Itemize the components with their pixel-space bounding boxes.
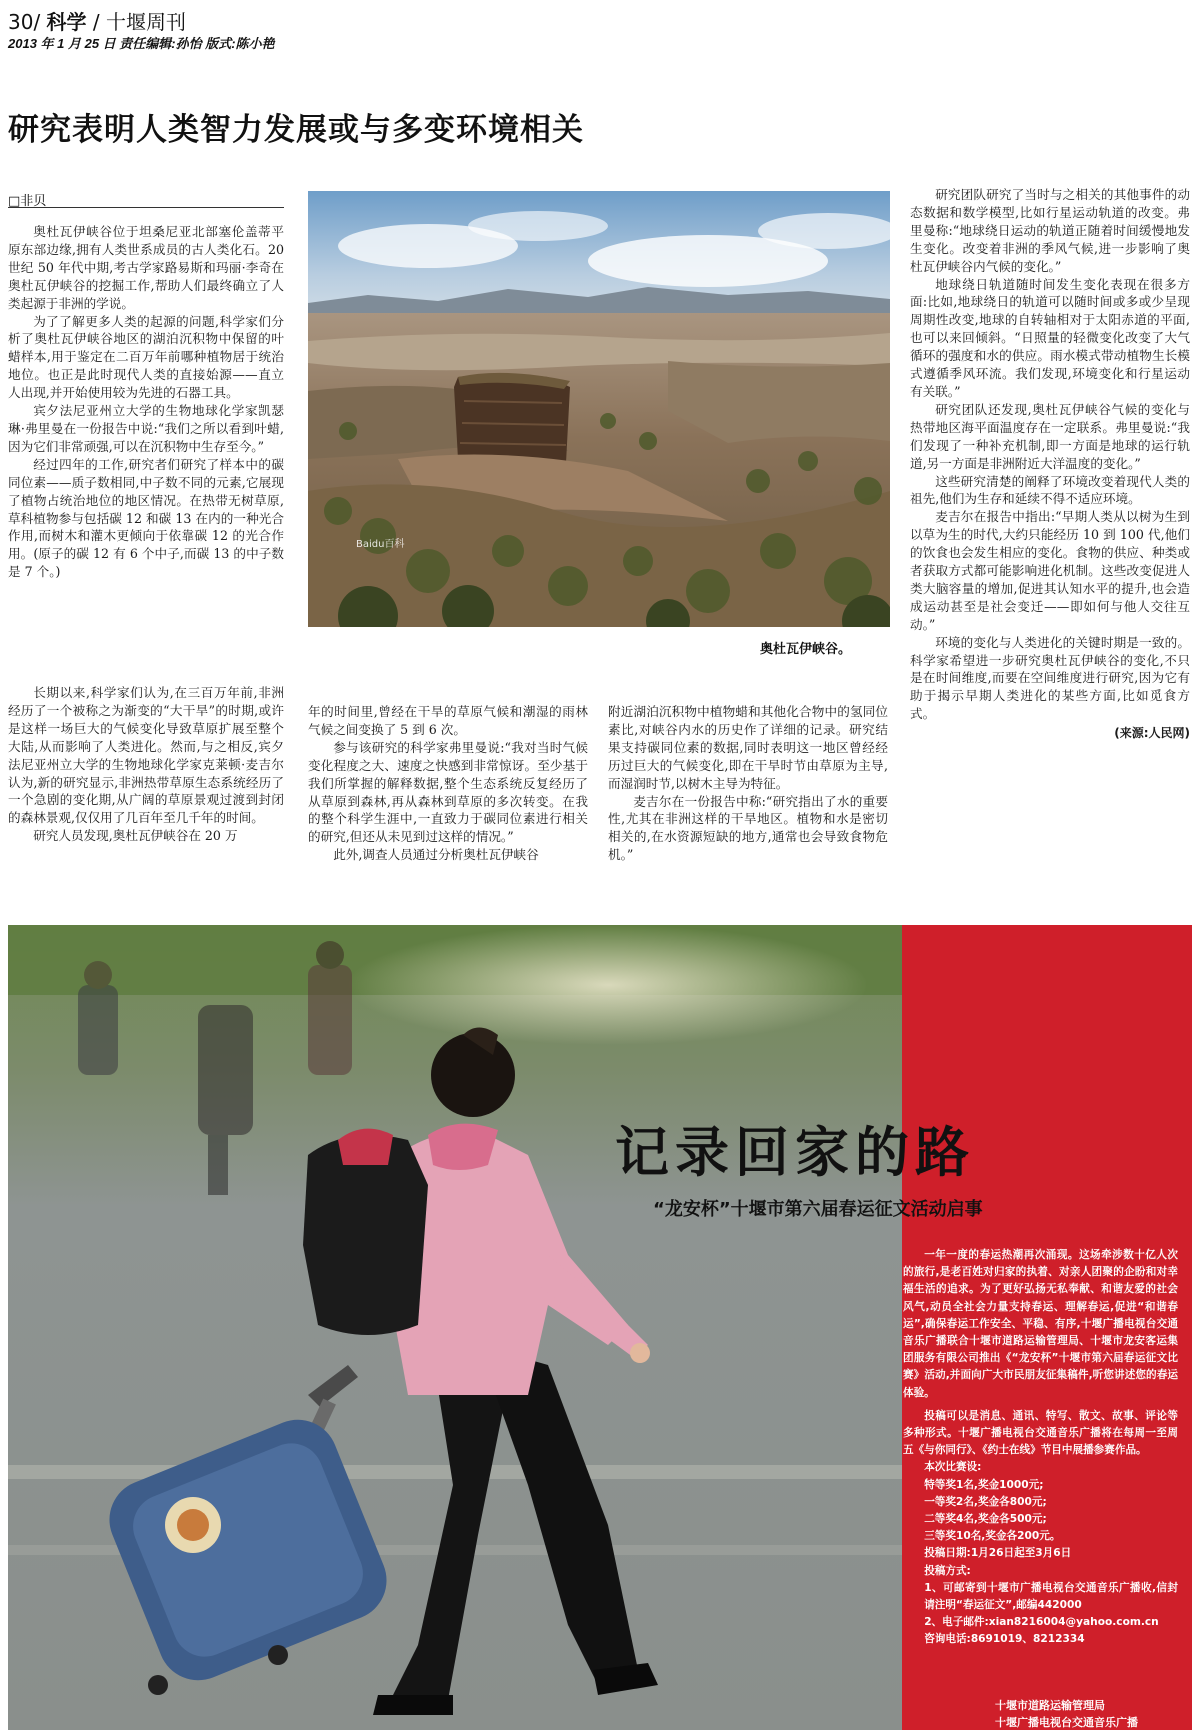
article-headline: 研究表明人类智力发展或与多变环境相关 xyxy=(8,112,584,148)
paragraph: 麦吉尔在报告中指出:“早期人类从以树为生到以草为生的时代,大约只能经历 10 到 100 代,他们的饮食也会发生相应的变化。食物的供应、种类或者获取方式都可能影响进化机制。这些改变促进人类大脑容量的增加,促进其认知水平的提升,也会造成运动甚至是社会变迁——即如何与他人交往互动。” xyxy=(910,509,1190,632)
byline-rule xyxy=(8,207,284,208)
ad-date-value: 1月26日起至3月6日 xyxy=(970,1547,1072,1560)
ad-phone-label: 咨询电话: xyxy=(924,1633,971,1646)
paragraph: 经过四年的工作,研究者们研究了样本中的碳同位素——质子数相同,中子数不同的元素,它展现了植物占统治地位的地区情况。在热带无树草原,草科植物参与包括碳 12 和碳 13 在内的一种光合作用,而树木和灌木更倾向于依靠碳 12 的光合作用。(原子的碳 12 有 6 个中子,而碳 13 的中子数是 7 个。) xyxy=(8,456,284,580)
ad-prize-label: 本次比赛设: xyxy=(924,1461,982,1474)
ad-date-label: 投稿日期: xyxy=(924,1547,971,1560)
paragraph: 参与该研究的科学家弗里曼说:“我对当时气候变化程度之大、速度之快感到非常惊讶。至少基于我们所掌握的解释数据,整个生态系统反复经历了从草原到森林,再从森林到草原的多次转变。在我的整个科学生涯中,一直致力于碳同位素进行相关的研究,但还从未见到过这样的情况。” xyxy=(308,739,588,845)
paragraph: 环境的变化与人类进化的关键时期是一致的。科学家希望进一步研究奥杜瓦伊峡谷的变化,不只是在时间维度,而要在空间维度进行研究,因为它有助于揭示早期人类进化的某些方面,比如觅食方式。 xyxy=(910,634,1190,722)
article-column-1-lower xyxy=(8,684,284,845)
ad-organizer: 十堰市道路运输管理局 xyxy=(995,1699,1105,1712)
ad-method-label: 投稿方式: xyxy=(924,1564,971,1577)
paragraph: 这些研究清楚的阐释了环境改变着现代人类的祖先,他们为生存和延续不得不适应环境。 xyxy=(910,473,1190,507)
page-header xyxy=(8,6,186,35)
ad-subtitle: “龙安杯”十堰市第六届春运征文活动启事 xyxy=(653,1199,983,1220)
photo-caption: 奥杜瓦伊峡谷。 xyxy=(760,642,852,657)
ad-prize-item: 二等奖4名,奖金各500元; xyxy=(924,1513,1047,1526)
ad-rules: 投稿可以是消息、通讯、特写、散文、故事、评论等多种形式。十堰广播电视台交通音乐广播将在每周一至周五《与你同行》、《约士在线》节目中展播参赛作品。 xyxy=(903,1409,1178,1457)
ad-prize-item: 三等奖10名,奖金各200元。 xyxy=(924,1530,1061,1543)
byline: □非贝 xyxy=(8,194,47,209)
article-column-2 xyxy=(308,703,588,864)
article-column-3 xyxy=(608,703,888,864)
ad-method-1: 1、可邮寄到十堰市广播电视台交通音乐广播收,信封请注明“春运征文”,邮编442000 xyxy=(924,1581,1178,1612)
paragraph: 研究团队还发现,奥杜瓦伊峡谷气候的变化与热带地区海平面温度存在一定联系。弗里曼说:“我们发现了一种补充机制,即一方面是地球的运行轨道,另一方面是非洲附近大洋温度的变化。” xyxy=(910,401,1190,471)
article-column-1 xyxy=(8,223,284,581)
paragraph: 研究人员发现,奥杜瓦伊峡谷在 20 万 xyxy=(33,828,238,844)
paragraph: 宾夕法尼亚州立大学的生物地球化学家凯瑟琳·弗里曼在一份报告中说:“我们之所以看到叶蜡,因为它们非常顽强,可以在沉积物中生存至今。” xyxy=(8,403,284,454)
paragraph: 麦吉尔在一份报告中称:“研究指出了水的重要性,尤其在非洲这样的干旱地区。植物和水是密切相关的,在水资源短缺的地方,通常也会导致食物危机。” xyxy=(608,793,888,863)
ad-phone-line xyxy=(903,1631,1178,1648)
date-editor-line: 2013 年 1 月 25 日 责任编辑:孙怡 版式:陈小艳 xyxy=(8,36,275,51)
paragraph: 长期以来,科学家们认为,在三百万年前,非洲经历了一个被称之为渐变的“大干旱”的时期,或许是这样一场巨大的气候变化导致草原扩展至整个大陆,从而影响了人类进化。然而,与之相反,宾夕法尼亚州立大学的生物地球化学家克莱顿·麦吉尔认为,新的研究显示,非洲热带草原生态系统经历了一个急剧的变化期,从广阔的草原景观过渡到封闭的森林景观,仅仅用了几百年至几千年的时间。 xyxy=(8,685,284,826)
paragraph: 此外,调查人员通过分析奥杜瓦伊峡谷 xyxy=(333,847,539,863)
ad-prize-item: 一等奖2名,奖金各800元; xyxy=(924,1495,1047,1508)
photo-watermark: Baidu百科 xyxy=(356,539,405,550)
paragraph: 奥杜瓦伊峡谷位于坦桑尼亚北部塞伦盖蒂平原东部边缘,拥有人类世系成员的古人类化石。20 世纪 50 年代中期,考古学家路易斯和玛丽·李奇在奥杜瓦伊峡谷的挖掘工作,帮助人们最终确立了人类起源于非洲的学说。 xyxy=(8,224,284,311)
olduvai-gorge-photo xyxy=(308,191,890,627)
article-column-4 xyxy=(910,186,1190,743)
paragraph: 地球绕日轨道随时间发生变化表现在很多方面:比如,地球绕日的轨道可以随时间或多或少呈现周期性改变,地球的自转轴相对于太阳赤道的平面,也可以来回倾斜。“日照量的轻微变化改变了大气循环的强度和水的供应。雨水模式带动植物生长模式遵循季风环流。我们发现,环境变化和行星运动有关联。” xyxy=(910,276,1190,399)
ad-method-2: 2、电子邮件:xian8216004@yahoo.com.cn xyxy=(924,1616,1159,1629)
paragraph: 年的时间里,曾经在干旱的草原气候和潮湿的雨林气候之间变换了 5 到 6 次。 xyxy=(308,704,588,737)
paragraph: 研究团队研究了当时与之相关的其他事件的动态数据和数学模型,比如行星运动轨道的改变。弗里曼称:“地球绕日运动的轨道正随着时间缓慢地发生变化。改变着非洲的季风气候,进一步影响了奥杜瓦伊峡谷内气候的变化。” xyxy=(910,187,1190,274)
ad-phone-value: 8691019、8212334 xyxy=(970,1633,1085,1646)
ad-organizers xyxy=(995,1697,1138,1731)
ad-prize-item: 特等奖1名,奖金1000元; xyxy=(924,1478,1044,1491)
header-separator: / xyxy=(92,10,100,34)
ad-body-text xyxy=(903,1247,1178,1649)
ad-title: 记录回家的路 xyxy=(615,1120,975,1184)
ad-intro: 一年一度的春运热潮再次涌现。这场牵涉数十亿人次的旅行,是老百姓对归家的执着、对亲人团聚的企盼和对幸福生活的追求。为了更好弘扬无私奉献、和谐友爱的社会风气,动员全社会力量支持春运、理解春运,促进“和谐春运”,确保春运工作安全、平稳、有序,十堰广播电视台交通音乐广播联合十堰市道路运输管理局、十堰市龙安客运集团服务有限公司推出《“龙安杯”十堰市第六届春运征文比赛》活动,并面向广大市民朋友征集稿件,听您讲述您的春运体验。 xyxy=(903,1249,1178,1399)
paragraph: 附近湖泊沉积物中植物蜡和其他化合物中的氢同位素比,对峡谷内水的历史作了详细的记录。研究结果支持碳同位素的数据,同时表明这一地区曾经经历过巨大的气候变化,即在干旱时节由草原为主导,而湿润时节,以树木主导为特征。 xyxy=(608,704,888,791)
page-number: 30/ xyxy=(8,10,41,34)
ad-organizer: 十堰广播电视台交通音乐广播 xyxy=(995,1716,1138,1729)
article-source: (来源:人民网) xyxy=(1114,726,1190,741)
paragraph: 为了了解更多人类的起源的问题,科学家们分析了奥杜瓦伊峡谷地区的湖泊沉积物中保留的叶蜡样本,用于鉴定在二百万年前哪种植物居于统治地位。也正是此时现代人类的直接始源——直立人出现,并开始使用较为先进的石器工具。 xyxy=(8,313,284,401)
section-name: 科学 xyxy=(46,10,87,34)
ad-date-line xyxy=(903,1545,1178,1562)
paper-name: 十堰周刊 xyxy=(106,10,187,34)
